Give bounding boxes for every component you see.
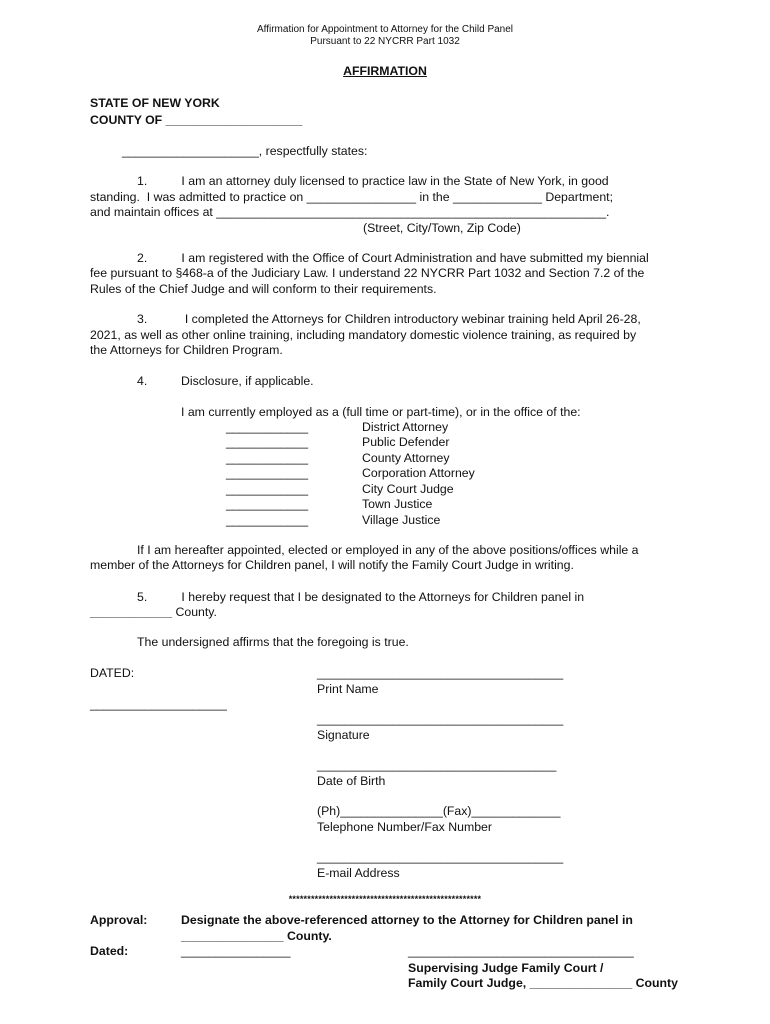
position-blank: ____________ (226, 482, 309, 496)
position-blank: ____________ (226, 435, 309, 449)
p4-num: 4. (137, 374, 148, 388)
dob-label: Date of Birth (317, 774, 386, 788)
county-line: COUNTY OF ____________________ (90, 113, 303, 127)
dated-label: DATED: (90, 666, 135, 680)
dob-line: ___________________________________ (317, 758, 557, 772)
approval-dated-label: Dated: (90, 944, 129, 958)
p3-line-2: 2021, as well as other online training, including mandatory domestic violence training, as required by (90, 328, 637, 342)
position-item: County Attorney (362, 451, 450, 465)
p5-county-line (90, 605, 217, 619)
position-blank: ____________ (226, 513, 309, 527)
p5-line-1: 5. I hereby request that I be designated to the Attorneys for Children panel in (137, 590, 585, 604)
p2-line-1: 2. I am registered with the Office of Court Administration and have submitted my biennial (137, 251, 649, 265)
email-label: E-mail Address (317, 866, 400, 880)
signature-line: ____________________________________ (317, 712, 564, 726)
judge-title-line-2: Family Court Judge, _______________ County (408, 976, 678, 990)
phone-fax-label: Telephone Number/Fax Number (317, 820, 492, 834)
signature-label: Signature (317, 728, 370, 742)
judge-title-line-1: Supervising Judge Family Court / (408, 961, 604, 975)
print-name-line: ____________________________________ (317, 666, 564, 680)
position-blank: ____________ (226, 466, 309, 480)
position-blank: ____________ (226, 497, 309, 511)
p5-county-blank: ____________ (90, 605, 173, 619)
position-item: Corporation Attorney (362, 466, 475, 480)
p5-county-text: County. (172, 605, 217, 619)
position-item: Town Justice (362, 497, 433, 511)
p4-after-line-2: member of the Attorneys for Children panel, I will notify the Family Court Judge in writing. (90, 558, 574, 572)
p3-line-3: the Attorneys for Children Program. (90, 343, 283, 357)
position-item: Public Defender (362, 435, 450, 449)
separator-stars: **************************************************** (288, 894, 482, 904)
p4-heading: Disclosure, if applicable. (181, 374, 314, 388)
email-line: ____________________________________ (317, 850, 564, 864)
print-name-label: Print Name (317, 682, 379, 696)
p3-line-1: 3. I completed the Attorneys for Children introductory webinar training held April 26-28, (137, 312, 641, 326)
p4-after-line-1: If I am hereafter appointed, elected or employed in any of the above positions/offices while a (137, 543, 639, 557)
position-blank: ____________ (226, 451, 309, 465)
approval-dated-line: ________________ (181, 944, 291, 958)
affirm-statement: The undersigned affirms that the foregoing is true. (137, 635, 409, 649)
phone-fax-line: (Ph)_______________(Fax)_____________ (317, 804, 561, 818)
p4-intro: I am currently employed as a (full time or part-time), or in the office of the: (181, 405, 581, 419)
position-item: City Court Judge (362, 482, 454, 496)
header-line-1: Affirmation for Appointment to Attorney for the Child Panel (256, 24, 514, 35)
respectfully-line: ____________________, respectfully states: (122, 144, 368, 158)
state-line: STATE OF NEW YORK (90, 96, 220, 110)
dated-line: ____________________ (90, 697, 227, 711)
p1-line-2: standing. I was admitted to practice on ________________ in the _____________ Department; (90, 190, 614, 204)
approval-text-line-2: _______________ County. (181, 929, 332, 943)
p2-line-2: fee pursuant to §468-a of the Judiciary Law. I understand 22 NYCRR Part 1032 and Section 7.2 of the (90, 266, 645, 280)
approval-label: Approval: (90, 913, 148, 927)
judge-signature-line: _________________________________ (408, 944, 634, 958)
p1-line-1: 1. I am an attorney duly licensed to practice law in the State of New York, in good (137, 174, 609, 188)
p2-line-3: Rules of the Chief Judge and will conform to their requirements. (90, 282, 437, 296)
position-blank: ____________ (226, 420, 309, 434)
document-title: AFFIRMATION (343, 64, 427, 78)
position-item: Village Justice (362, 513, 441, 527)
position-item: District Attorney (362, 420, 449, 434)
approval-text-line-1: Designate the above-referenced attorney to the Attorney for Children panel in (181, 913, 633, 927)
header-line-2: Pursuant to 22 NYCRR Part 1032 (310, 36, 460, 47)
p1-line-3: and maintain offices at _________________________________________________________. (90, 205, 610, 219)
p1-line-4: (Street, City/Town, Zip Code) (363, 221, 521, 235)
